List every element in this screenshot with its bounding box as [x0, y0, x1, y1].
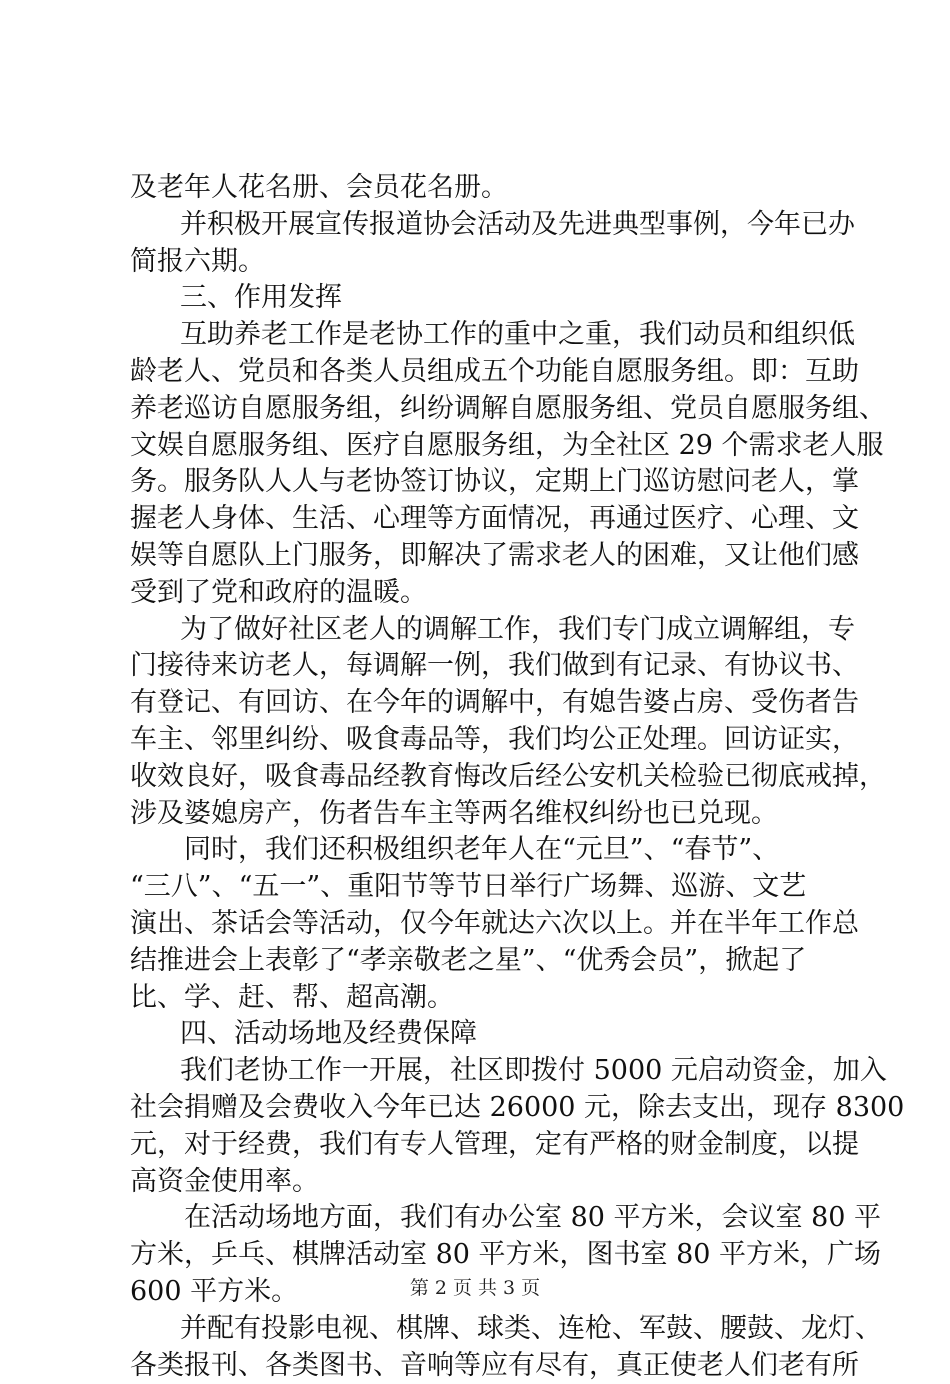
text-line: 我们老协工作一开展，社区即拨付 5000 元启动资金，加入: [130, 1053, 830, 1090]
text-line: 并积极开展宣传报道协会活动及先进典型事例，今年已办: [130, 207, 830, 244]
text-line: 四、活动场地及经费保障: [130, 1016, 830, 1053]
text-line: 握老人身体、生活、心理等方面情况，再通过医疗、心理、文: [130, 501, 830, 538]
text-line: 三、作用发挥: [130, 280, 830, 317]
text-line: 高资金使用率。: [130, 1164, 830, 1201]
text-line: 600 平方米。: [130, 1274, 830, 1311]
text-line: 元，对于经费，我们有专人管理，定有严格的财金制度，以提: [130, 1127, 830, 1164]
document-body: [130, 170, 830, 1384]
text-line: “三八”、“五一”、重阳节等节日举行广场舞、巡游、文艺: [130, 869, 830, 906]
text-line: 社会捐赠及会费收入今年已达 26000 元，除去支出，现存 8300: [130, 1090, 830, 1127]
text-line: 龄老人、党员和各类人员组成五个功能自愿服务组。即：互助: [130, 354, 830, 391]
text-line: 并配有投影电视、棋牌、球类、连枪、军鼓、腰鼓、龙灯、: [130, 1311, 830, 1348]
text-line: 各类报刊、各类图书、音响等应有尽有，真正使老人们老有所: [130, 1348, 830, 1384]
text-line: 有登记、有回访、在今年的调解中，有媳告婆占房、受伤者告: [130, 685, 830, 722]
text-line: 比、学、赶、帮、超高潮。: [130, 980, 830, 1017]
text-line: 文娱自愿服务组、医疗自愿服务组，为全社区 29 个需求老人服: [130, 428, 830, 465]
text-line: 方米，乒乓、棋牌活动室 80 平方米，图书室 80 平方米，广场: [130, 1237, 830, 1274]
text-line: 门接待来访老人，每调解一例，我们做到有记录、有协议书、: [130, 648, 830, 685]
text-line: 为了做好社区老人的调解工作，我们专门成立调解组，专: [130, 612, 830, 649]
page-footer: 第 2 页 共 3 页: [0, 1276, 950, 1300]
text-line: 娱等自愿队上门服务，即解决了需求老人的困难，又让他们感: [130, 538, 830, 575]
text-line: 务。服务队人人与老协签订协议，定期上门巡访慰问老人，掌: [130, 464, 830, 501]
text-line: 结推进会上表彰了“孝亲敬老之星”、“优秀会员”，掀起了: [130, 943, 830, 980]
text-line: 受到了党和政府的温暖。: [130, 575, 830, 612]
text-line: 及老年人花名册、会员花名册。: [130, 170, 830, 207]
text-line: 车主、邻里纠纷、吸食毒品等，我们均公正处理。回访证实，: [130, 722, 830, 759]
text-line: 涉及婆媳房产，伤者告车主等两名维权纠纷也已兑现。: [130, 796, 830, 833]
text-line: 同时，我们还积极组织老年人在“元旦”、“春节”、: [130, 832, 830, 869]
text-line: 在活动场地方面，我们有办公室 80 平方米，会议室 80 平: [130, 1200, 830, 1237]
text-line: 养老巡访自愿服务组，纠纷调解自愿服务组、党员自愿服务组、: [130, 391, 830, 428]
text-line: 演出、茶话会等活动，仅今年就达六次以上。并在半年工作总: [130, 906, 830, 943]
text-line: 简报六期。: [130, 244, 830, 281]
text-line: 互助养老工作是老协工作的重中之重，我们动员和组织低: [130, 317, 830, 354]
text-line: 收效良好，吸食毒品经教育悔改后经公安机关检验已彻底戒掉，: [130, 759, 830, 796]
